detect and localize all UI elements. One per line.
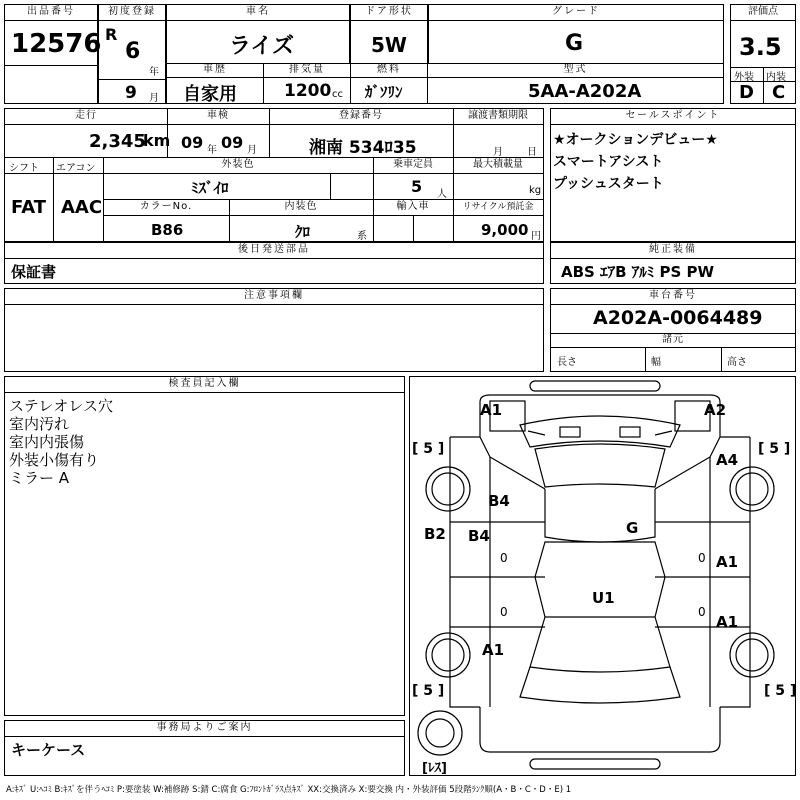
transfer-month-unit: 月	[493, 147, 503, 158]
first-reg-year: 6	[125, 39, 141, 64]
damage-mark: A1	[716, 553, 739, 571]
mileage-unit: km	[143, 131, 171, 150]
damage-diagram	[409, 376, 796, 776]
ext-color: ﾐｽﾞｲﾛ	[191, 179, 229, 197]
grade-label: グレード	[429, 5, 723, 21]
inspector-note: 室内汚れ	[9, 415, 70, 433]
damage-mark: B2	[424, 525, 446, 543]
inspection-year-unit: 年	[207, 145, 217, 156]
transfer-day-unit: 日	[527, 147, 537, 158]
history: 自家用	[183, 84, 237, 105]
displacement-box	[263, 63, 351, 104]
score-box	[730, 4, 796, 104]
name-box	[166, 4, 350, 64]
capacity-label: 乗車定員	[393, 159, 433, 170]
recycle-unit: 円	[531, 231, 541, 242]
caution-label: 注意事項欄	[5, 289, 543, 305]
damage-mark: U1	[592, 589, 615, 607]
load-label: 最大積載量	[473, 159, 523, 170]
score: 3.5	[739, 33, 782, 61]
width-label: 幅	[651, 357, 661, 368]
tire-label: [ 5 ]	[412, 441, 445, 457]
ac: AAC	[61, 197, 103, 218]
shift-label: シフト	[9, 163, 39, 174]
load-unit: kg	[529, 185, 542, 196]
capacity: 5	[411, 177, 423, 196]
fuel: ｶﾞｿﾘﾝ	[365, 83, 403, 101]
lot-box	[4, 4, 102, 104]
inspection-label: 車検	[207, 110, 229, 121]
damage-mark: B4	[468, 527, 490, 545]
capacity-unit: 人	[437, 189, 447, 200]
zero-mark: 0	[698, 605, 706, 619]
chassis-number: A202A-0064489	[593, 307, 763, 329]
length-label: 長さ	[557, 357, 577, 368]
zero-mark: 0	[698, 551, 706, 565]
lot-number: 12576	[11, 29, 102, 59]
name-label: 車名	[167, 5, 349, 21]
sales-point-item: スマートアシスト	[553, 154, 664, 170]
fuel-label: 燃料	[351, 64, 427, 78]
chassis-box	[550, 288, 796, 372]
damage-mark: A1	[480, 401, 503, 419]
inspector-label: 検査員記入欄	[5, 377, 404, 393]
fuel-box	[350, 63, 428, 104]
damage-mark: B4	[488, 492, 510, 510]
details-box	[4, 108, 544, 242]
score-label: 評価点	[731, 5, 795, 21]
door-type: 5W	[371, 33, 407, 57]
sales-points-label: セールスポイント	[551, 109, 795, 125]
reg-number: 湘南 534ﾛ35	[309, 138, 417, 158]
damage-mark: G	[626, 519, 639, 537]
recycle-label: リサイクル預託金	[462, 202, 534, 212]
zero-mark: 0	[500, 605, 508, 619]
damage-mark: A1	[716, 613, 739, 631]
door-box	[350, 4, 428, 64]
interior-label: 内装	[766, 72, 786, 83]
year-unit: 年	[149, 67, 159, 78]
equipment-box	[550, 242, 796, 284]
shift: FAT	[11, 197, 47, 218]
inspector-box	[4, 376, 405, 716]
color-no-label: カラーNo.	[139, 201, 193, 212]
recycle: 9,000	[481, 221, 529, 239]
exterior-label: 外装	[734, 72, 754, 83]
car-outline	[410, 377, 795, 775]
caution-box	[4, 288, 544, 372]
office-label: 事務局よりご案内	[5, 721, 404, 737]
sales-point-item: プッシュスタート	[553, 176, 664, 192]
month-unit: 月	[149, 93, 159, 104]
tire-label: [ 5 ]	[758, 441, 791, 457]
ext-color-label: 外装色	[221, 159, 255, 170]
inspector-notes	[9, 397, 113, 487]
inspector-note: ステレオレス穴	[9, 397, 113, 415]
damage-mark: A4	[716, 451, 739, 469]
tire-label: [ 5 ]	[764, 683, 797, 699]
inspection-month-unit: 月	[247, 145, 257, 156]
office-box	[4, 720, 405, 776]
exterior-score: D	[739, 82, 754, 103]
door-label: ドア形状	[351, 5, 427, 21]
tire-label: [ 5 ]	[412, 683, 445, 699]
era: R	[105, 25, 118, 44]
equipment-value: ABS ｴｱB ｱﾙﾐ PS PW	[561, 263, 715, 281]
history-box	[166, 63, 264, 104]
inspection-month: 09	[221, 133, 244, 152]
sales-point-item: ★オークションデビュー★	[553, 132, 718, 148]
displacement-label: 排気量	[264, 64, 350, 78]
displacement: 1200	[284, 81, 332, 101]
inspection-year: 09	[181, 133, 204, 152]
inspector-note: 室内内張傷	[9, 433, 85, 451]
equipment-label: 純正装備	[551, 243, 795, 259]
later-parts-value: 保証書	[11, 263, 57, 281]
grade: G	[565, 31, 584, 56]
model-box	[427, 63, 724, 104]
history-label: 車歴	[167, 64, 263, 78]
zero-mark: 0	[500, 551, 508, 565]
interior-score: C	[772, 82, 786, 103]
car-name: ライズ	[229, 34, 295, 59]
transfer-label: 譲渡書類期限	[468, 110, 528, 121]
later-parts-box	[4, 242, 544, 284]
height-label: 高さ	[727, 357, 747, 368]
later-parts-label: 後日発送部品	[5, 243, 543, 259]
inspector-note: ミラー A	[9, 469, 70, 487]
int-color: ｸﾛ	[295, 223, 311, 241]
model-label: 型式	[428, 64, 723, 78]
first-reg-label: 初度登録	[99, 5, 165, 21]
chassis-label: 車台番号	[551, 289, 795, 305]
office-value: キーケース	[11, 741, 86, 759]
lot-label: 出品番号	[5, 5, 97, 21]
legend: A:ｷｽﾞ U:ﾍｺﾐ B:ｷｽﾞを伴うﾍｺﾐ P:要塗装 W:補修跡 S:錆 C:腐食 G:ﾌﾛﾝﾄｶﾞﾗｽ点ｷｽﾞ XX:交換済み X:要交換 内・外装評価 5段階ﾗﾝｸ順(A・B・C・D・E) 1	[6, 785, 572, 795]
int-color-label: 内装色	[284, 201, 318, 212]
damage-mark: A2	[704, 401, 727, 419]
dims-label: 諸元	[662, 334, 684, 345]
grade-box	[428, 4, 724, 64]
mileage-label: 走行	[75, 110, 97, 121]
first-reg-month: 9	[125, 83, 137, 103]
first-reg-box	[98, 4, 166, 104]
inspector-note: 外装小傷有り	[9, 451, 100, 469]
int-color-unit: 系	[357, 231, 367, 242]
import-label: 輸入車	[396, 201, 430, 212]
mileage: 2,345	[89, 131, 146, 152]
spare-label: [ﾚｽ]	[422, 761, 447, 776]
reg-label: 登録番号	[339, 110, 383, 121]
displacement-unit: cc	[332, 89, 343, 100]
ac-label: エアコン	[56, 163, 96, 174]
model: 5AA-A202A	[528, 81, 642, 102]
damage-mark: A1	[482, 641, 505, 659]
sales-points-box	[550, 108, 796, 242]
color-no: B86	[151, 221, 184, 239]
